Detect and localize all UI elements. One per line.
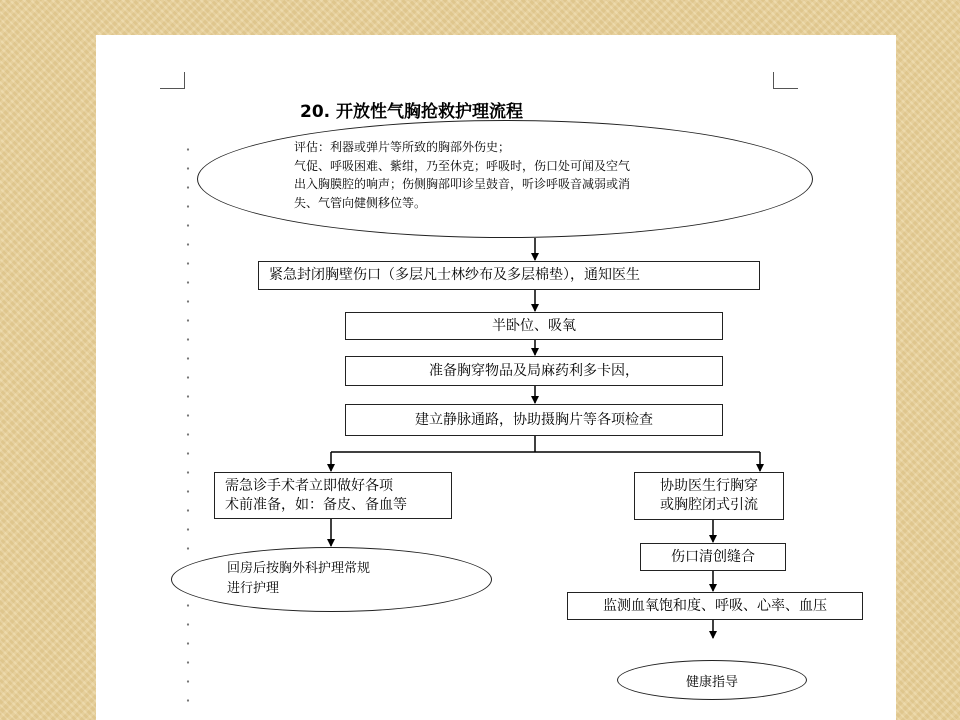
assessment-line-2: 气促、呼吸困难、紫绀，乃至休克；呼吸时，伤口处可闻及空气 — [294, 158, 631, 173]
branch-assist-doctor — [634, 472, 784, 520]
branch-assist-line-1: 协助医生行胸穿 — [660, 478, 758, 495]
assessment-line-4: 失、气管向健侧移位等。 — [294, 195, 427, 210]
branch-emergency-surgery — [214, 472, 452, 519]
branch-assist-line-2: 或胸腔闭式引流 — [660, 497, 758, 513]
step-prepare-puncture — [345, 356, 723, 386]
end-thoracic-care-line-2: 进行护理 — [227, 581, 280, 597]
page-title: 20. 开放性气胸抢救护理流程 — [300, 102, 524, 122]
end-thoracic-care-oval — [171, 547, 492, 612]
step-wound-debridement — [640, 543, 786, 571]
branch-emergency-line-2: 术前准备，如：备皮、备血等 — [225, 496, 407, 513]
assessment-line-3: 出入胸膜腔的响声；伤侧胸部叩诊呈鼓音，听诊呼吸音减弱或消 — [294, 177, 631, 192]
step-semi-recumbent-label: 半卧位、吸氧 — [492, 317, 576, 334]
step-iv-access — [345, 404, 723, 436]
step-semi-recumbent — [345, 312, 723, 340]
step-prepare-puncture-label: 准备胸穿物品及局麻药利多卡因， — [429, 362, 639, 379]
end-thoracic-care-line-1: 回房后按胸外科护理常规 — [227, 561, 371, 576]
assessment-line-1: 评估：利器或弹片等所致的胸部外伤史； — [294, 140, 511, 154]
branch-emergency-line-1: 需急诊手术者立即做好各项 — [225, 477, 393, 494]
end-health-guidance-label: 健康指导 — [685, 674, 738, 690]
step-monitor-vitals — [567, 592, 863, 620]
step-wound-debridement-label: 伤口清创缝合 — [671, 548, 755, 565]
step-iv-access-label: 建立静脉通路，协助摄胸片等各项检查 — [415, 411, 653, 428]
step-seal-wound-label: 紧急封闭胸壁伤口（多层凡士林纱布及多层棉垫），通知医生 — [269, 267, 640, 284]
assessment-oval — [197, 120, 813, 238]
step-seal-wound — [258, 261, 760, 290]
end-health-guidance-oval — [617, 660, 807, 700]
step-monitor-vitals-label: 监测血氧饱和度、呼吸、心率、血压 — [603, 597, 827, 614]
